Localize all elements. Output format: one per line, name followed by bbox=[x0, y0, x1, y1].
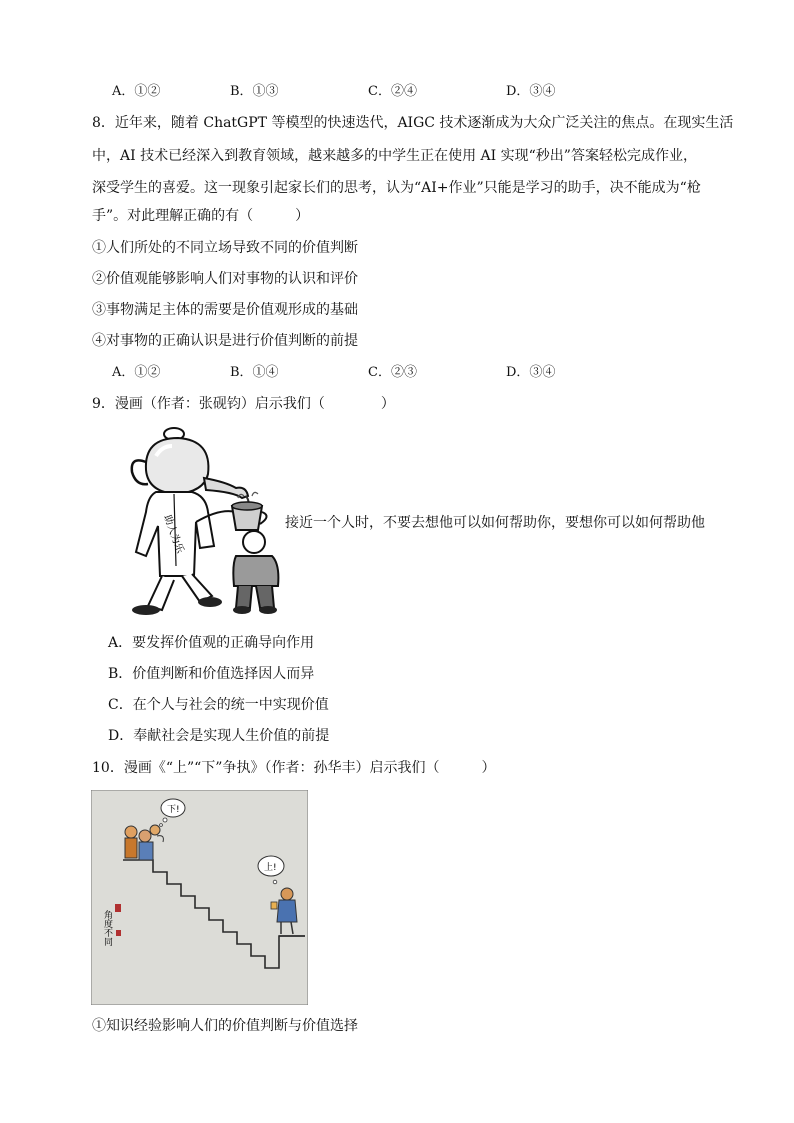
cartoon-sash-label: 助人为乐 bbox=[161, 513, 186, 555]
q10-statement-1: ①知识经验影响人们的价值判断与价值选择 bbox=[92, 1018, 358, 1034]
seal-stamp-top bbox=[115, 904, 121, 912]
q8-statement-4: ④对事物的正确认识是进行价值判断的前提 bbox=[92, 333, 358, 349]
q8-stem-line-2: 中，AI 技术已经深入到教育领域，越来越多的中学生正在使用 AI 实现“秒出”答案轻松完成作业， bbox=[92, 148, 697, 164]
q8-stem-line-3: 深受学生的喜爱。这一现象引起家长们的思考，认为“AI+作业”只能是学习的助手，决不能成为“枪 bbox=[92, 180, 701, 196]
q8-stem-line-1: 8．近年来，随着 ChatGPT 等模型的快速迭代，AIGC 技术逐渐成为大众广泛关注的焦点。在现实生活 bbox=[92, 115, 734, 131]
q9-option-c: C．在个人与社会的统一中实现价值 bbox=[108, 697, 329, 713]
q8-statement-3: ③事物满足主体的需要是价值观形成的基础 bbox=[92, 302, 358, 318]
cup-icon bbox=[232, 492, 267, 530]
q7-option-c: C．②④ bbox=[368, 84, 417, 99]
q10-stem: 10．漫画《“上”“下”争执》（作者：孙华丰）启示我们（ ） bbox=[92, 760, 496, 776]
q10-cartoon bbox=[91, 790, 308, 1005]
seal-stamp-bottom bbox=[116, 930, 121, 936]
q9-option-a: A．要发挥价值观的正确导向作用 bbox=[108, 635, 315, 651]
q9-caption: 接近一个人时，不要去想他可以如何帮助你，要想你可以如何帮助他 bbox=[285, 515, 705, 531]
short-man-figure bbox=[233, 531, 278, 614]
q8-stem-line-4: 手”。对此理解正确的有（ ） bbox=[92, 208, 310, 224]
q9-stem: 9．漫画（作者：张砚钧）启示我们（ ） bbox=[92, 396, 395, 412]
q8-statement-1: ①人们所处的不同立场导致不同的价值判断 bbox=[92, 240, 358, 256]
q8-statement-2: ②价值观能够影响人们对事物的认识和评价 bbox=[92, 271, 358, 287]
q9-option-d: D．奉献社会是实现人生价值的前提 bbox=[108, 728, 330, 744]
q9-cartoon bbox=[96, 426, 282, 616]
q8-option-c: C．②③ bbox=[368, 365, 417, 380]
q7-option-b: B．①③ bbox=[230, 84, 279, 99]
q7-option-a: A．①② bbox=[112, 84, 161, 99]
q7-option-d: D．③④ bbox=[506, 84, 556, 99]
q8-option-b: B．①④ bbox=[230, 365, 279, 380]
q9-option-b: B．价值判断和价值选择因人而异 bbox=[108, 666, 315, 682]
tall-man-figure bbox=[132, 492, 236, 615]
bubble-down-text: 下! bbox=[167, 805, 180, 815]
q8-option-d: D．③④ bbox=[506, 365, 556, 380]
q8-option-a: A．①② bbox=[112, 365, 161, 380]
bubble-up-text: 上! bbox=[264, 863, 277, 873]
calligraphy-text: 角度不同 bbox=[102, 910, 112, 946]
